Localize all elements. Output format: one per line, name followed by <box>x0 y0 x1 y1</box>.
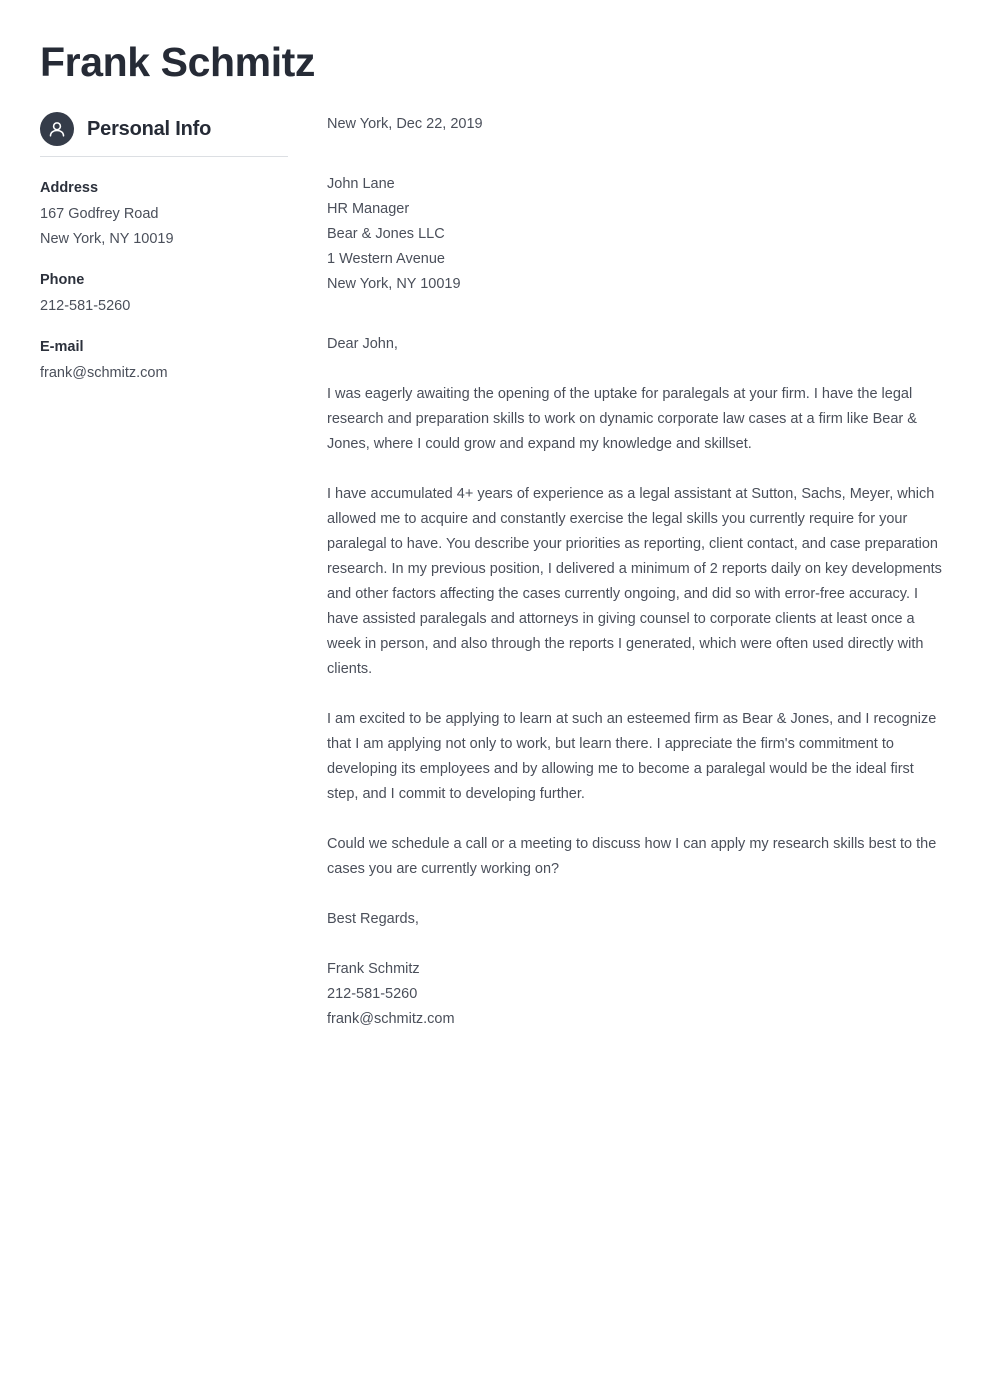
contact-value: 167 Godfrey Road <box>40 206 159 222</box>
recipient-line: 1 Western Avenue <box>327 251 445 267</box>
signature-name: Frank Schmitz <box>327 961 420 977</box>
recipient-line: HR Manager <box>327 201 410 217</box>
signature-email: frank@schmitz.com <box>327 1011 455 1027</box>
sidebar-section-header <box>40 112 288 157</box>
contact-group-address <box>40 177 290 252</box>
contact-value: 212-581-5260 <box>40 298 131 314</box>
contact-label: E-mail <box>40 339 84 355</box>
body-paragraph: Could we schedule a call or a meeting to discuss how I can apply my research skills best to the cases you are currently working on? <box>327 836 937 877</box>
contact-value: New York, NY 10019 <box>40 231 174 247</box>
recipient-line: New York, NY 10019 <box>327 276 461 292</box>
letter-date: New York, Dec 22, 2019 <box>327 116 483 132</box>
contact-label: Address <box>40 180 99 196</box>
salutation: Dear John, <box>327 336 398 352</box>
contact-label: Phone <box>40 272 85 288</box>
sidebar-personal-info <box>40 112 290 386</box>
sidebar-section-title: Personal Info <box>87 118 212 140</box>
person-circle-icon <box>40 112 74 146</box>
body-paragraph: I have accumulated 4+ years of experience as a legal assistant at Sutton, Sachs, Meyer, which allowed me to acquire and constantly exercise the legal skills you currently require for your paralegal to have. You describe your priorities as reporting, client contact, and case preparation research. In my previous position, I delivered a minimum of 2 reports daily on key developments and other factors affecting the cases currently ongoing, and did so with error-free accuracy. I have assisted paralegals and attorneys in giving counsel to corporate clients at least once a week in person, and also through the reports I generated, which were often used directly with clients. <box>327 486 942 677</box>
body-paragraph: I was eagerly awaiting the opening of the uptake for paralegals at your firm. I have the legal research and preparation skills to work on dynamic corporate law cases at a firm like Bear & Jones, where I could grow and expand my knowledge and skillset. <box>327 386 917 452</box>
body-paragraph: I am excited to be applying to learn at such an esteemed firm as Bear & Jones, and I recognize that I am applying not only to work, but learn there. I appreciate the firm's commitment to developing its employees and by allowing me to become a paralegal would be the ideal first step, and I commit to developing further. <box>327 711 937 802</box>
page-title: Frank Schmitz <box>40 39 316 85</box>
recipient-line: John Lane <box>327 176 395 192</box>
letter-body <box>327 112 948 1032</box>
recipient-line: Bear & Jones LLC <box>327 226 445 242</box>
contact-group-phone <box>40 269 290 319</box>
signature-phone: 212-581-5260 <box>327 986 418 1002</box>
signature-block <box>327 957 948 1032</box>
recipient-block <box>327 172 948 297</box>
contact-value: frank@schmitz.com <box>40 365 168 381</box>
closing-salutation: Best Regards, <box>327 911 419 927</box>
contact-group-email <box>40 336 290 386</box>
